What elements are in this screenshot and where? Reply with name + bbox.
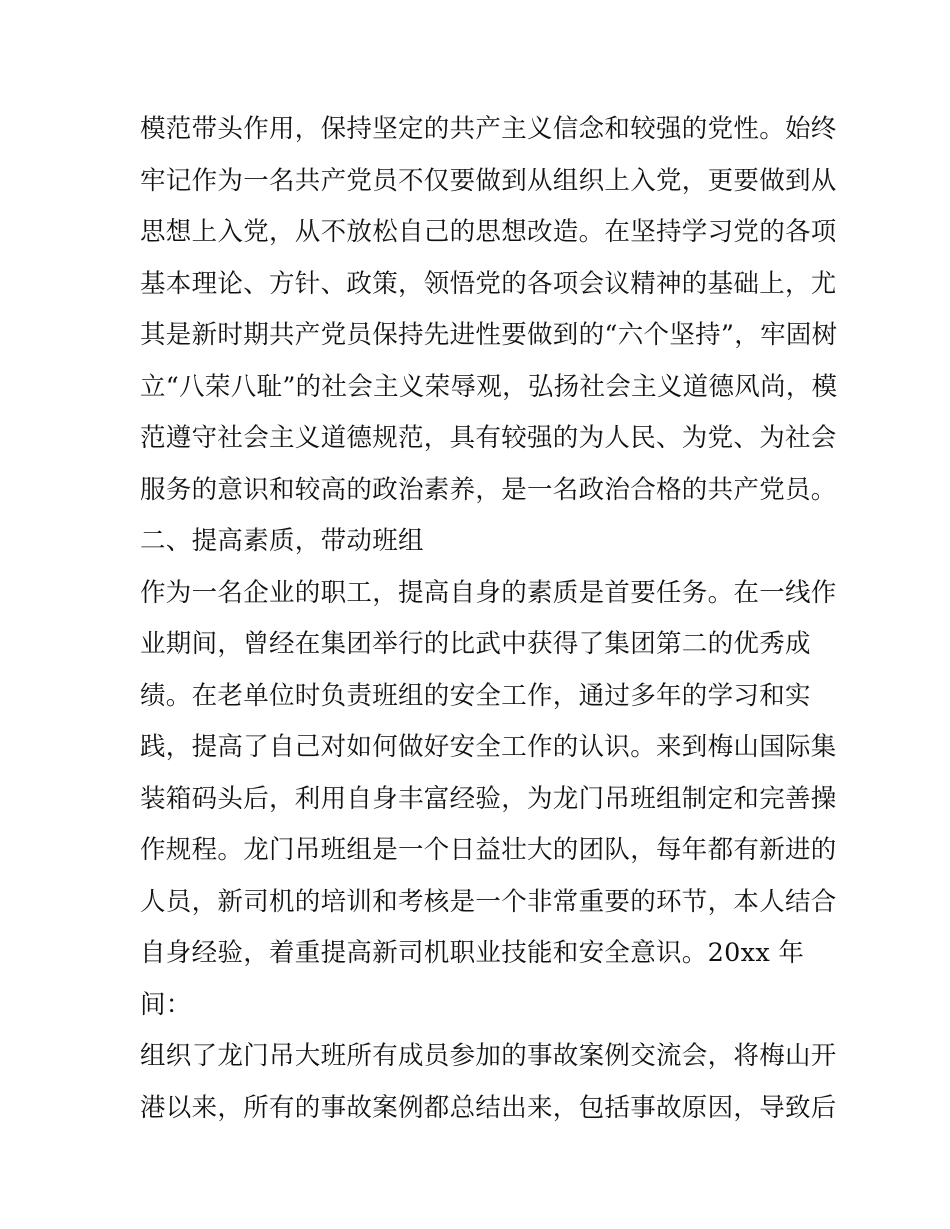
- text-line: 思想上入党，从不放松自己的思想改造。在坚持学习党的各项: [140, 217, 837, 247]
- text-line: 作规程。龙门吊班组是一个日益壮大的团队，每年都有新进的: [140, 835, 837, 865]
- text-line: 业期间，曾经在集团举行的比武中获得了集团第二的优秀成: [140, 629, 811, 659]
- text-line: 践，提高了自己对如何做好安全工作的认识。来到梅山国际集: [140, 732, 837, 762]
- text-line: 港以来，所有的事故案例都总结出来，包括事故原因，导致后: [140, 1092, 837, 1123]
- text-line: 作为一名企业的职工，提高自身的素质是首要任务。在一线作: [140, 577, 837, 608]
- text-line: 自身经验，着重提高新司机职业技能和安全意识。20xx 年: [140, 938, 805, 968]
- text-line: 牢记作为一名共产党员不仅要做到从组织上入党，更要做到从: [140, 165, 837, 196]
- text-line: 人员，新司机的培训和考核是一个非常重要的环节，本人结合: [140, 886, 837, 917]
- text-line: 组织了龙门吊大班所有成员参加的事故案例交流会，将梅山开: [140, 1041, 837, 1071]
- text-line: 间：: [140, 989, 192, 1020]
- text-line: 范遵守社会主义道德规范，具有较强的为人民、为党、为社会: [140, 423, 837, 453]
- text-line: 其是新时期共产党员保持先进性要做到的“六个坚持”，牢固树: [140, 320, 838, 350]
- text-line: 立“八荣八耻”的社会主义荣辱观，弘扬社会主义道德风尚，模: [140, 371, 838, 402]
- section-heading: 二、提高素质，带动班组: [140, 526, 424, 556]
- text-line: 服务的意识和较高的政治素养，是一名政治合格的共产党员。: [140, 474, 837, 505]
- text-line: 装箱码头后，利用自身丰富经验，为龙门吊班组制定和完善操: [140, 783, 837, 814]
- text-line: 绩。在老单位时负责班组的安全工作，通过多年的学习和实: [140, 680, 811, 711]
- text-line: 基本理论、方针、政策，领悟党的各项会议精神的基础上，尤: [140, 268, 837, 299]
- text-line: 模范带头作用，保持坚定的共产主义信念和较强的党性。始终: [140, 114, 837, 144]
- body-text: [140, 104, 838, 1134]
